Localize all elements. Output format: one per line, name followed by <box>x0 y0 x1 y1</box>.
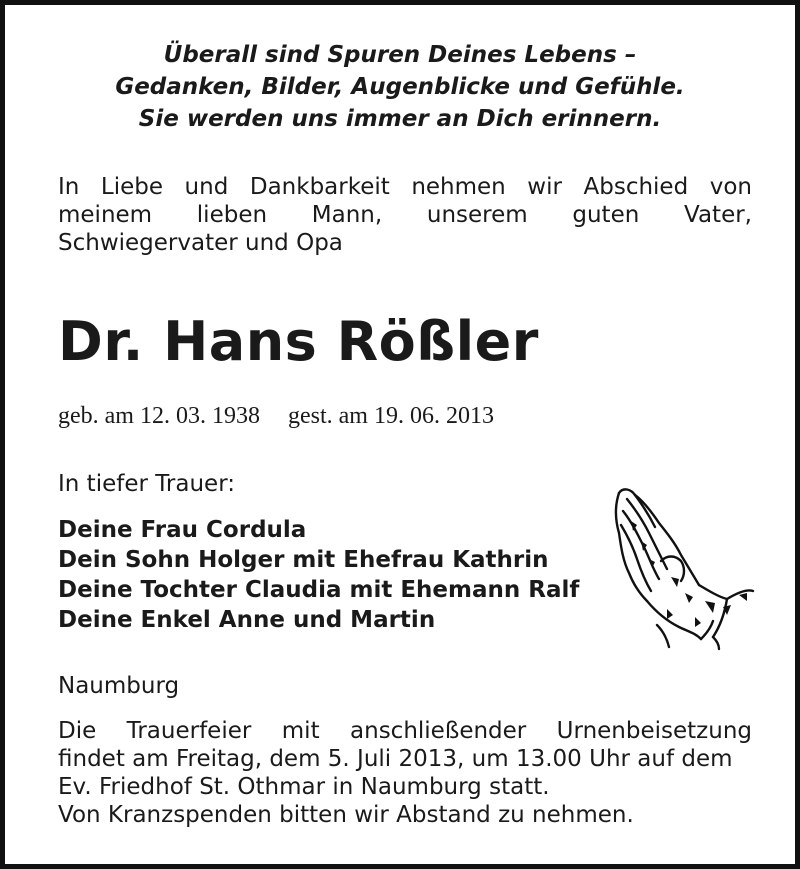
service-line: Ev. Friedhof St. Othmar in Naumburg statt. <box>58 774 550 800</box>
motto-line: Überall sind Spuren Deines Lebens – <box>163 42 637 68</box>
motto-verse <box>5 39 795 135</box>
service-line: Die Trauerfeier mit anschließender Urnenbeisetzung <box>58 718 752 744</box>
intro-line: meinem lieben Mann, unserem guten Vater, <box>58 202 752 228</box>
mourner-item: Deine Frau Cordula <box>58 517 307 543</box>
intro-line: Schwiegervater und Opa <box>58 230 343 256</box>
intro-text <box>58 173 752 257</box>
mourner-item: Deine Enkel Anne und Martin <box>58 607 436 633</box>
mourning-label: In tiefer Trauer: <box>58 471 235 497</box>
birth-date: geb. am 12. 03. 1938 <box>58 403 260 429</box>
service-line: findet am Freitag, dem 5. Juli 2013, um 13.00 Uhr auf dem <box>58 746 733 772</box>
death-date: gest. am 19. 06. 2013 <box>287 403 494 429</box>
praying-hands-icon <box>601 481 761 651</box>
motto-line: Gedanken, Bilder, Augenblicke und Gefühle. <box>115 74 685 100</box>
intro-line: In Liebe und Dankbarkeit nehmen wir Abschied von <box>58 174 752 200</box>
deceased-name: Dr. Hans Rößler <box>58 310 539 373</box>
location: Naumburg <box>58 673 180 699</box>
service-line: Von Kranzspenden bitten wir Abstand zu nehmen. <box>58 802 634 828</box>
mourner-item: Dein Sohn Holger mit Ehefrau Kathrin <box>58 547 549 573</box>
life-dates <box>58 401 494 431</box>
mourner-list <box>58 515 579 635</box>
motto-line: Sie werden uns immer an Dich erinnern. <box>138 106 662 132</box>
mourner-item: Deine Tochter Claudia mit Ehemann Ralf <box>58 577 580 603</box>
service-details <box>58 717 752 829</box>
